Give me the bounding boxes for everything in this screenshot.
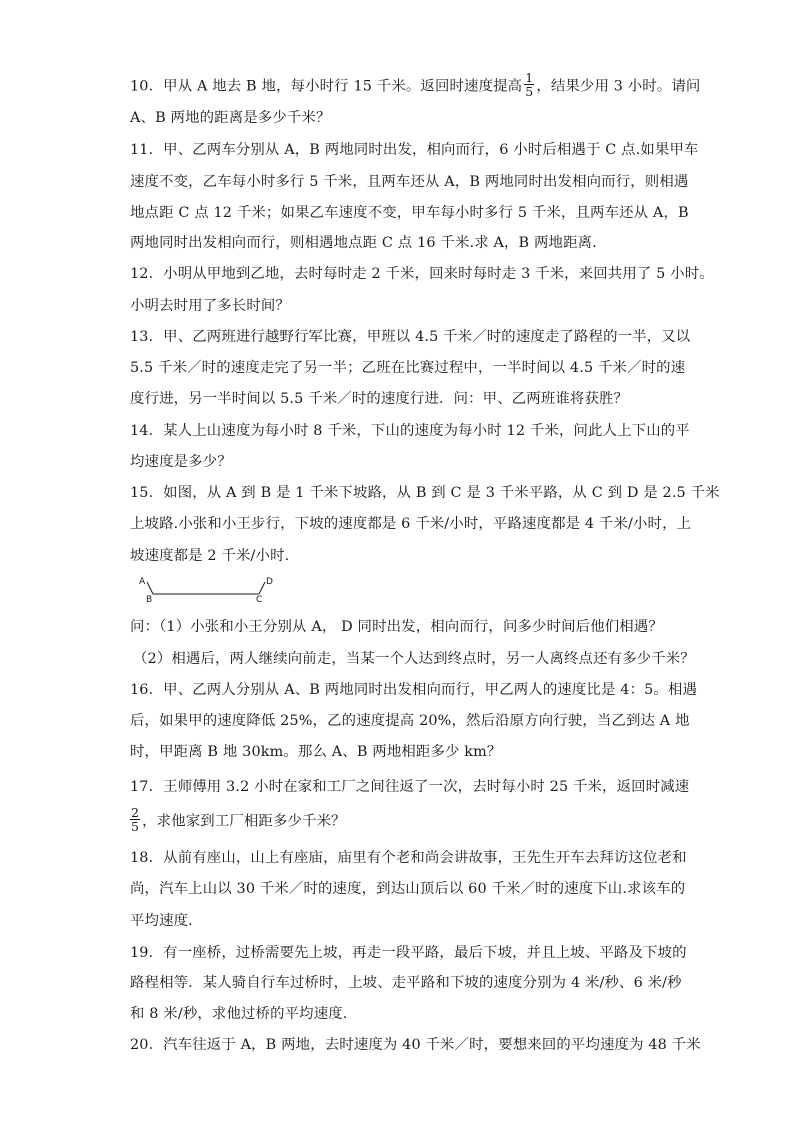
question-16-line-3: 时，甲距离 B 地 30km。那么 A、B 两地相距多少 km？: [130, 744, 502, 760]
question-19-line-2: 路程相等．某人骑自行车过桥时，上坡、走平路和下坡的速度分别为 4 米/秒、6 米/秒: [130, 975, 682, 991]
question-10-line-1: [130, 70, 701, 100]
question-15-part-2: （2）相遇后，两人继续向前走，当某一个人达到终点时，另一人离终点还有多少千米？: [133, 651, 695, 667]
question-19-line-1: 19．有一座桥，过桥需要先上坡，再走一段平路，最后下坡，并且上坡、平路及下坡的: [130, 945, 687, 961]
fraction-denominator: 5: [131, 819, 140, 834]
question-11-line-3: 地点距 C 点 12 千米；如果乙车速度不变，甲车每小时多行 5 千米，且两车还从 A，B: [130, 205, 689, 221]
point-c-label: C: [256, 595, 263, 605]
question-14-line-2: 均速度是多少？: [130, 454, 232, 470]
fraction-one-fifth: [524, 71, 534, 98]
question-11-line-1: 11．甲、乙两车分别从 A，B 两地同时出发，相向而行，6 小时后相遇于 C 点.如果甲车: [130, 142, 699, 158]
question-15-line-2: 上坡路.小张和小王步行，下坡的速度都是 6 千米/小时，平路速度都是 4 千米/小时，上: [130, 516, 692, 532]
question-17-line-2: [130, 805, 670, 835]
question-13-line-3: 度行进，另一半时间以 5.5 千米／时的速度行进．问：甲、乙两班谁将获胜？: [130, 391, 629, 407]
question-20-line-1: 20．汽车往返于 A，B 两地，去时速度为 40 千米／时，要想来回的平均速度为 48 千米: [130, 1037, 701, 1053]
question-16-line-1: 16．甲、乙两人分别从 A、B 两地同时出发相向而行，甲乙两人的速度比是 4：5。相遇: [130, 682, 698, 698]
question-15-line-1: 15．如图，从 A 到 B 是 1 千米下坡路，从 B 到 C 是 3 千米平路，从 C 到 D 是 2.5 千米: [130, 485, 720, 501]
question-18-line-3: 平均速度.: [130, 913, 193, 929]
point-b-label: B: [146, 595, 153, 605]
question-10-text-cont: ，结果少用 3 小时。请问: [536, 78, 701, 95]
uphill-segment: [259, 582, 265, 594]
question-17-line-1: 17．王师傅用 3.2 小时在家和工厂之间往返了一次，去时每小时 25 千米，返回时减速: [130, 779, 690, 795]
question-10-text: 10．甲从 A 地去 B 地，每小时行 15 千米。返回时速度提高: [130, 78, 523, 95]
question-19-line-3: 和 8 米/秒，求他过桥的平均速度.: [130, 1006, 348, 1022]
question-13-line-1: 13．甲、乙两班进行越野行军比赛，甲班以 4.5 千米／时的速度走了路程的一半，又以: [130, 329, 691, 345]
question-16-line-2: 后，如果甲的速度降低 25%，乙的速度提高 20%，然后沿原方向行驶，当乙到达 A 地: [130, 713, 690, 729]
question-12-line-1: 12．小明从甲地到乙地，去时每时走 2 千米，回来时每时走 3 千米，来回共用了 5 小时。: [130, 266, 714, 282]
question-17-text-cont: ，求他家到工厂相距多少千米？: [142, 813, 346, 830]
question-18-line-2: 尚，汽车上山以 30 千米／时的速度，到达山顶后以 60 千米／时的速度下山.求该车的: [130, 881, 686, 897]
downhill-segment: [147, 582, 153, 594]
point-a-label: A: [139, 577, 146, 587]
fraction-two-fifths: [130, 806, 140, 833]
point-d-label: D: [266, 577, 273, 587]
question-18-line-1: 18．从前有座山，山上有座庙，庙里有个老和尚会讲故事，王先生开车去拜访这位老和: [130, 850, 687, 866]
question-12-line-2: 小明去时用了多长时间？: [130, 298, 290, 314]
fraction-denominator: 5: [525, 84, 534, 99]
question-15-line-3: 坡速度都是 2 千米/小时.: [130, 548, 290, 564]
question-10-line-2: A、B 两地的距离是多少千米？: [130, 110, 331, 126]
question-14-line-1: 14．某人上山速度为每小时 8 千米，下山的速度为每小时 12 千米，问此人上下山的平: [130, 423, 690, 439]
question-15-part-1: 问：（1）小张和小王分别从 A， D 同时出发，相向而行，问多少时间后他们相遇？: [130, 619, 663, 635]
question-11-line-4: 两地同时出发相向而行，则相遇地点距 C 点 16 千米.求 A，B 两地距离.: [130, 235, 597, 251]
fraction-numerator: 1: [525, 70, 534, 85]
route-diagram: [138, 572, 278, 606]
question-13-line-2: 5.5 千米／时的速度走完了另一半；乙班在比赛过程中，一半时间以 4.5 千米／时的速: [130, 360, 686, 376]
question-11-line-2: 速度不变，乙车每小时多行 5 千米，且两车还从 A，B 两地同时出发相向而行，则相遇: [130, 174, 689, 190]
fraction-numerator: 2: [131, 805, 140, 820]
